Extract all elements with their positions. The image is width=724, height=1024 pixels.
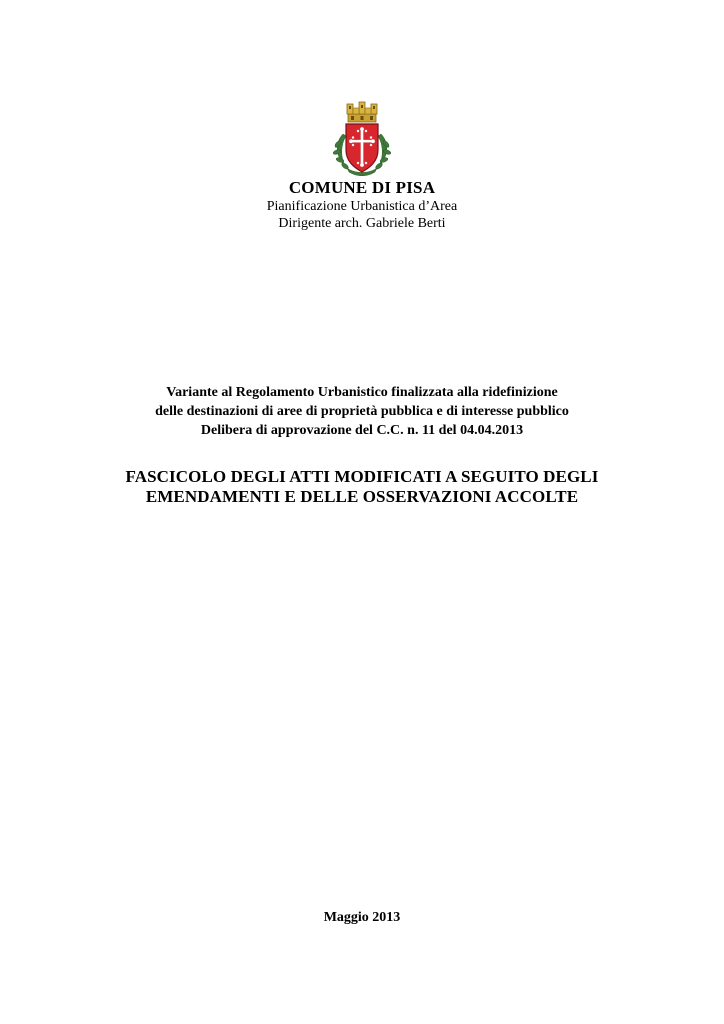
manager-name: Dirigente arch. Gabriele Berti bbox=[278, 216, 446, 231]
subject-line-1: Variante al Regolamento Urbanistico finalizzata alla ridefinizione bbox=[166, 385, 558, 400]
subject-line-3: Delibera di approvazione del C.C. n. 11 del 04.04.2013 bbox=[200, 423, 524, 438]
subject-line-2: delle destinazioni di aree di proprietà pubblica e di interesse pubblico bbox=[155, 404, 569, 419]
crown-icon bbox=[347, 102, 377, 122]
letterhead bbox=[0, 178, 724, 232]
department-name: Pianificazione Urbanistica d’Area bbox=[266, 199, 458, 214]
document-title bbox=[0, 467, 724, 507]
shield-icon bbox=[346, 124, 378, 172]
title-line-2: EMENDAMENTI E DELLE OSSERVAZIONI ACCOLTE bbox=[145, 487, 579, 506]
document-subject bbox=[0, 383, 724, 440]
organization-name: COMUNE DI PISA bbox=[288, 178, 436, 197]
title-line-1: FASCICOLO DEGLI ATTI MODIFICATI A SEGUITO DEGLI bbox=[125, 467, 599, 486]
document-date: Maggio 2013 bbox=[323, 910, 401, 925]
pisa-coat-of-arms-icon bbox=[329, 100, 395, 180]
